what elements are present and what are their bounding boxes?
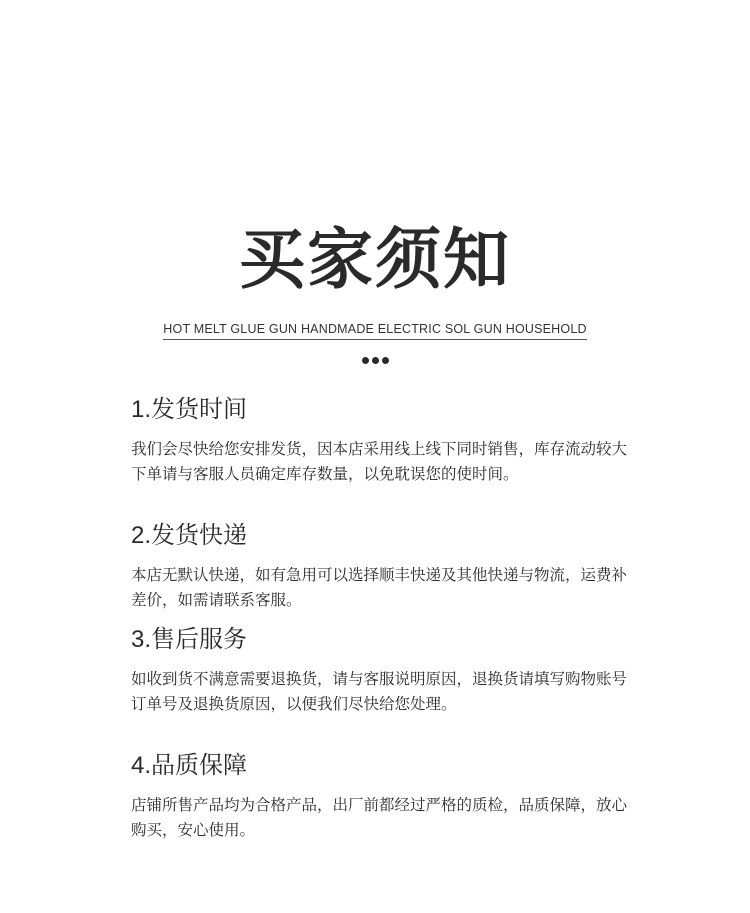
section-heading <box>131 394 631 425</box>
section-body: 如收到货不满意需要退换货，请与客服说明原因，退换货请填写购物账号订单号及退换货原因，以便我们尽快给您处理。 <box>131 670 628 713</box>
dot-icon <box>362 357 369 364</box>
subtitle-text: HOT MELT GLUE GUN HANDMADE ELECTRIC SOL GUN HOUSEHOLD <box>163 322 586 340</box>
section-body: 本店无默认快递，如有急用可以选择顺丰快递及其他快递与物流，运费补差价，如需请联系客服。 <box>131 566 628 609</box>
page-title: 买家须知 <box>239 221 511 298</box>
section-body: 店铺所售产品均为合格产品，出厂前都经过严格的质检，品质保障，放心购买，安心使用。 <box>131 796 628 839</box>
section-shipping-time <box>131 394 631 487</box>
section-title: 发货快递 <box>151 521 248 549</box>
section-title: 发货时间 <box>151 395 248 423</box>
section-body: 我们会尽快给您安排发货，因本店采用线上线下同时销售，库存流动较大下单请与客服人员确定库存数量，以免耽误您的使时间。 <box>131 440 628 483</box>
section-quality <box>131 750 631 843</box>
dot-icon <box>372 357 379 364</box>
section-number: 3. <box>131 626 152 653</box>
section-number: 2. <box>131 522 152 549</box>
section-heading <box>131 624 631 655</box>
dots-divider <box>0 357 750 364</box>
section-heading <box>131 520 631 551</box>
section-after-sales <box>131 624 631 717</box>
section-title: 售后服务 <box>151 625 248 653</box>
section-title: 品质保障 <box>151 751 248 779</box>
section-courier <box>131 520 631 613</box>
section-number: 1. <box>131 396 152 423</box>
section-heading <box>131 750 631 781</box>
section-number: 4. <box>131 752 152 779</box>
page-subtitle <box>0 322 750 340</box>
dot-icon <box>382 357 389 364</box>
